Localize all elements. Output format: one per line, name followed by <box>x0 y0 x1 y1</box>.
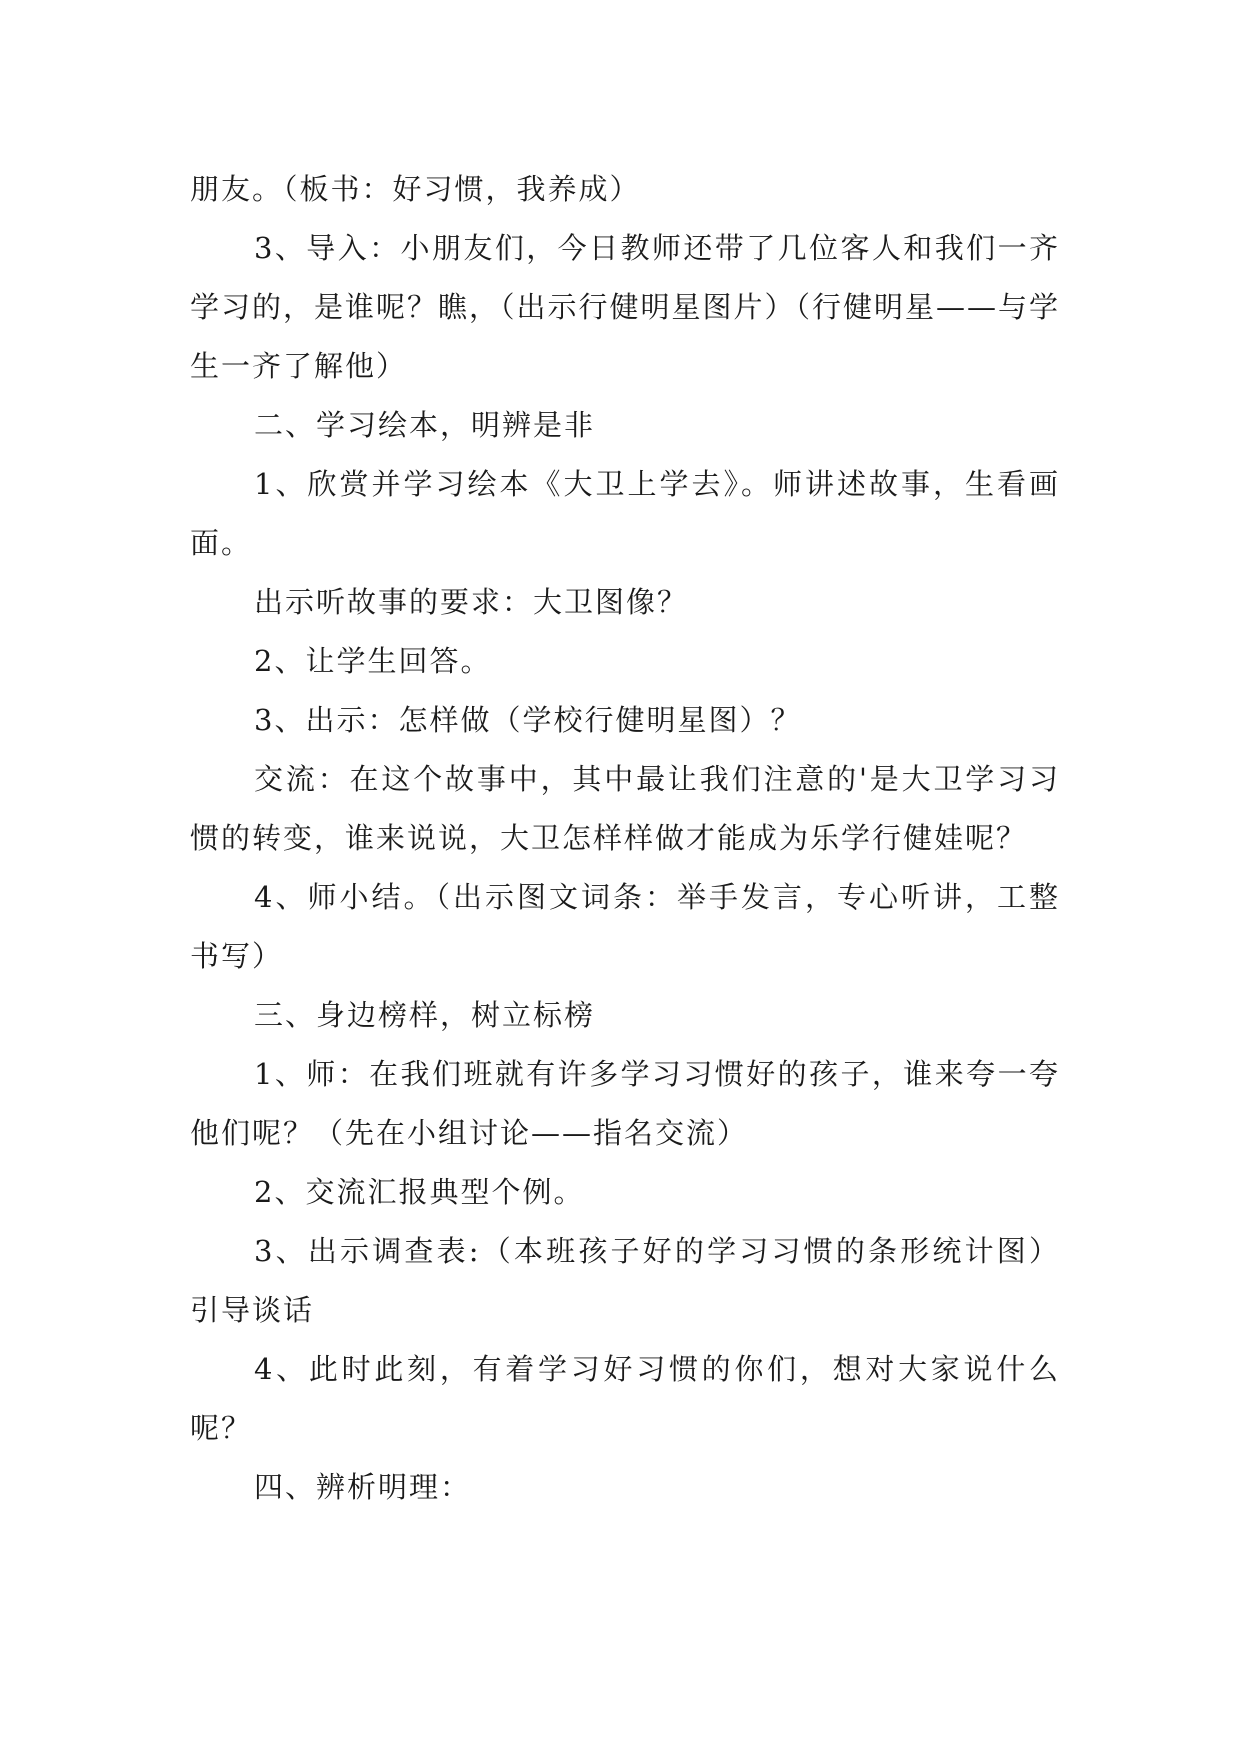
paragraph-listening-requirement: 出示听故事的要求：大卫图像？ <box>254 585 689 619</box>
paragraph-praise-classmates: 1、师：在我们班就有许多学习习惯好的孩子，谁来夸一夸他们呢？（先在小组讨论——指名交流） <box>190 1057 1060 1150</box>
paragraph-survey-chart: 3、出示调查表:（本班孩子好的学习习惯的条形统计图）引导谈话 <box>190 1234 1060 1327</box>
paragraph-say-to-everyone: 4、此时此刻，有着学习好习惯的你们，想对大家说什么呢？ <box>190 1352 1060 1445</box>
paragraph-show-how: 3、出示：怎样做（学校行健明星图）？ <box>254 703 802 737</box>
paragraph-introduction: 3、导入：小朋友们，今日教师还带了几位客人和我们一齐学习的，是谁呢？瞧，（出示行健明星图片）（行健明星——与学生一齐了解他） <box>190 231 1061 383</box>
paragraph-teacher-summary: 4、师小结。（出示图文词条：举手发言，专心听讲，工整书写） <box>190 880 1060 973</box>
paragraph-picture-book: 1、欣赏并学习绘本《大卫上学去》。师讲述故事，生看画面。 <box>190 467 1060 560</box>
document-body <box>190 160 1060 1517</box>
section-heading-3: 三、身边榜样，树立标榜 <box>254 998 596 1032</box>
paragraph-student-answer: 2、让学生回答。 <box>254 644 492 678</box>
paragraph-report-examples: 2、交流汇报典型个例。 <box>254 1175 585 1209</box>
paragraph-board-writing: 朋友。（板书：好习惯，我养成） <box>190 172 641 206</box>
section-heading-4: 四、辨析明理： <box>254 1470 472 1504</box>
paragraph-discussion: 交流：在这个故事中，其中最让我们注意的'是大卫学习习惯的转变，谁来说说，大卫怎样样做才能成为乐学行健娃呢？ <box>190 762 1060 855</box>
section-heading-2: 二、学习绘本，明辨是非 <box>254 408 596 442</box>
